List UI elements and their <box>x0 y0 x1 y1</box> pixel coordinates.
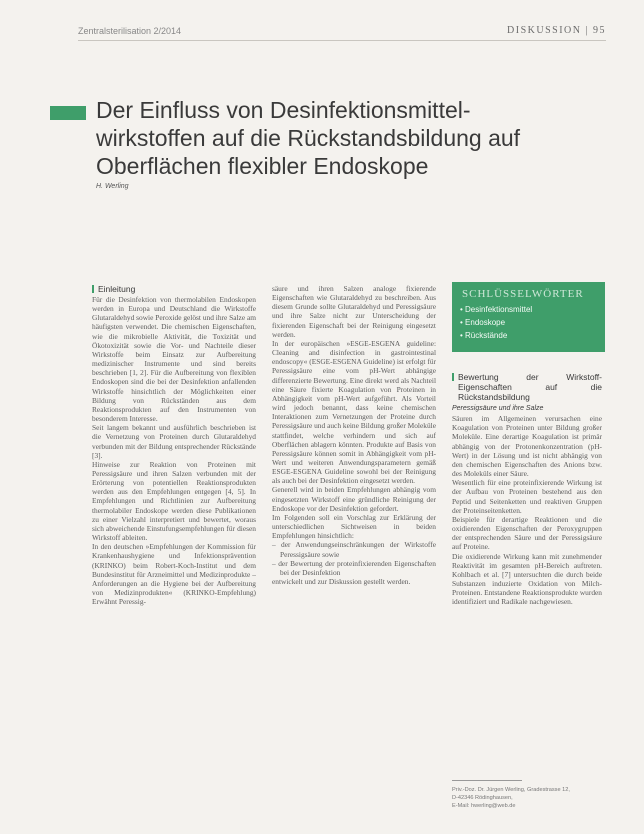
author: H. Werling <box>96 183 129 190</box>
bullet-text: der Bewertung der proteinfixierenden Eigenschaften bei der Desinfektion <box>278 558 437 577</box>
paragraph: Säuren im Allgemeinen verursachen eine Koagulation von Proteinen unter Bildung großer Moleküle. Eine derartige Koagulation ist primär abhängig von der Protonenkonzentration (pH-Wert) in der Lösung und ist nicht abhängig von den chemischen Eigenschaften des Anions bzw. des Moleküls einer Säure. <box>452 414 602 479</box>
column-2 <box>272 284 436 586</box>
keyword-item: • Rückstände <box>460 331 508 340</box>
paragraph: Für die Desinfektion von thermolabilen Endoskopen werden in Europa und Deutschland die Wirkstoffe Glutaraldehyd sowie Peroxide gelöst und ihre Salze am häufigsten verwendet. Die chemischen Eigenschaften, wie die mikrobielle Aktivität, die Toxizität und Ökotoxizität sowie die Vor- und Nachteile dieser Wirkstoffe beim Einsatz zur Aufbereitung medizinischer Instrumente und sind bereits beschrieben [1, 2]. Für die Aufbereitung von flexiblen Endoskopen sind die bei der Desinfektion anfallenden Wirkstoffe hinsichtlich der Möglichkeiten einer Bildung von Rückständen aus dem Reaktionsprodukten auf den Instrumenten von besonderem Interesse. <box>92 295 256 424</box>
footnote-rule <box>452 780 522 781</box>
keyword-text: Desinfektionsmittel <box>465 305 533 314</box>
paragraph: In den deutschen »Empfehlungen der Kommission für Krankenhaushygiene und Infektionsprävention (KRINKO) beim Robert-Koch-Institut und dem Bundesinstitut für Arzneimittel und Medizinprodukte – Anforderungen an die Hygiene bei der Aufbereitung von Medizinprodukten« (KRINKO-Empfehlung) Erwähnt Peressig- <box>92 542 256 607</box>
paragraph: säure und ihren Salzen analoge fixierende Eigenschaften wie Glutaraldehyd zu beschreiben. Aus diesem Grunde sollte Glutaraldehyd und Peressigsäure und ihre Salze nicht zur Unterscheidung der fixierenden Eigenschaft bei der Reinigung eingesetzt werden. <box>272 284 436 339</box>
paragraph: Generell wird in beiden Empfehlungen abhängig vom eingesetzten Wirkstoff eine gründliche Reinigung der Endoskope vor der Desinfektion gefordert. <box>272 485 436 513</box>
keyword-item: • Desinfektionsmittel <box>460 305 533 314</box>
bullet-text: der Anwendungseinschränkungen der Wirkstoffe Peressigsäure sowie <box>280 540 436 559</box>
footnote-line: Priv.-Doz. Dr. Jürgen Werling, Gradestrasse 12, <box>452 787 570 793</box>
keyword-item: • Endoskope <box>460 318 506 327</box>
paragraph: In der europäischen »ESGE-ESGENA guideline: Cleaning and disinfection in gastrointestinal endoscopy« (ESGE-ESGENA Guideline) ist erfolgt für Peressigsäure eine vom pH-Wert abhängige differenzierte Bewertung. Eine direkt werd als Nachteil eine Säure fixierte Koagulation von Proteinen in Abhängigkeit vom pH-Wert aufgeführt. Als Vorteil wird jedoch benannt, dass keine chemischen Interaktionen zum Vernetzungen der Proteine durch Peressigsäure und auch keine Bildung großer Moleküle stattfindet, welche verhindern und sich auf Oberflächen ablagern könnten. Produkte auf Basis von Peressigsäure können somit in Abhängigkeit vom pH-Wert und weiteren Anwendungsparametern gemäß ESGE-ESGENA Guideline sowohl bei der Reinigung als auch bei der Desinfektion eingesetzt werden. <box>272 338 436 486</box>
paragraph: Beispiele für derartige Reaktionen und die oxidierenden Eigenschaften der Peroxygruppen der entsprechenden Säure und der Peressigsäure auf Proteine. <box>452 514 602 552</box>
paragraph: Wesentlich für eine proteinfixierende Wirkung ist der Aufbau von Proteinen bestehend aus den Peptid und Seitenketten und reaktiven Gruppen der Proteinseitenketten. <box>452 478 602 515</box>
subheading: Peressigsäure und ihre Salze <box>452 405 544 412</box>
paragraph: Die oxidierende Wirkung kann mit zunehmender Reaktivität im gesamten pH-Bereich auftreten. Kohlbach et al. [7] untersuchten die durch beide Substanzen induzierte Oxidation von Milch-Proteinen. Entstandene Reaktionsprodukte wurden identifiziert und Radikale nachgewiesen. <box>452 551 602 607</box>
title-accent-bar <box>50 106 86 120</box>
author-address <box>452 786 602 810</box>
paragraph: Hinweise zur Reaktion von Proteinen mit Peressigsäure und ihren Salzen verbunden mit der Erörterung von potentiellen Reaktionsprodukten werden aus den Empfehlungen entgegen [4, 5]. In Empfehlungen und Richtlinien zur Aufbereitung thermolabiler Endoskope werden diese Publikationen zu einer Vielzahl interpretiert und bewertet, woraus sich abweichende Einstufungsempfehlungen für diesen Wirkstoff ableiten. <box>92 459 256 543</box>
bullet-item: – der Anwendungseinschränkungen der Wirkstoffe Peressigsäure sowie <box>272 540 436 559</box>
section-header: DISKUSSION | 95 <box>507 25 606 36</box>
paragraph: Seit langem bekannt und ausführlich beschrieben ist die Vernetzung von Proteinen durch Glutaraldehyd verbunden mit der Bildung entsprechender Rückstände [3]. <box>92 423 256 460</box>
journal-header: Zentralsterilisation 2/2014 <box>78 26 182 36</box>
footnote-line: E-Mail: hwerling@web.de <box>452 803 516 809</box>
paragraph: Im Folgenden soll ein Vorschlag zur Erklärung der unterschiedlichen Sichtweisen in beiden Empfehlungen hinsichtlich: <box>272 512 436 541</box>
keywords-title: SCHLÜSSELWÖRTER <box>462 288 584 300</box>
keyword-text: Endoskope <box>465 318 506 327</box>
column-3 <box>452 372 602 606</box>
footnote-line: D-42346 Rödinghausen, <box>452 795 513 801</box>
bullet-item: – der Bewertung der proteinfixierenden Eigenschaften bei der Desinfektion <box>272 558 437 577</box>
keywords-box <box>452 282 605 352</box>
article-title: Der Einfluss von Desinfektionsmittelwirkstoffen auf die Rückstandsbildung auf Oberflächen flexibler Endoskope <box>96 97 521 179</box>
column-1 <box>92 284 256 606</box>
section-heading-evaluation: Bewertung der Wirkstoff-Eigenschaften auf die Rückstandsbildung <box>452 372 602 402</box>
header-rule <box>78 40 606 41</box>
paragraph: entwickelt und zur Diskussion gestellt werden. <box>272 577 411 586</box>
keyword-text: Rückstände <box>465 331 508 340</box>
section-heading-introduction: Einleitung <box>92 284 256 294</box>
